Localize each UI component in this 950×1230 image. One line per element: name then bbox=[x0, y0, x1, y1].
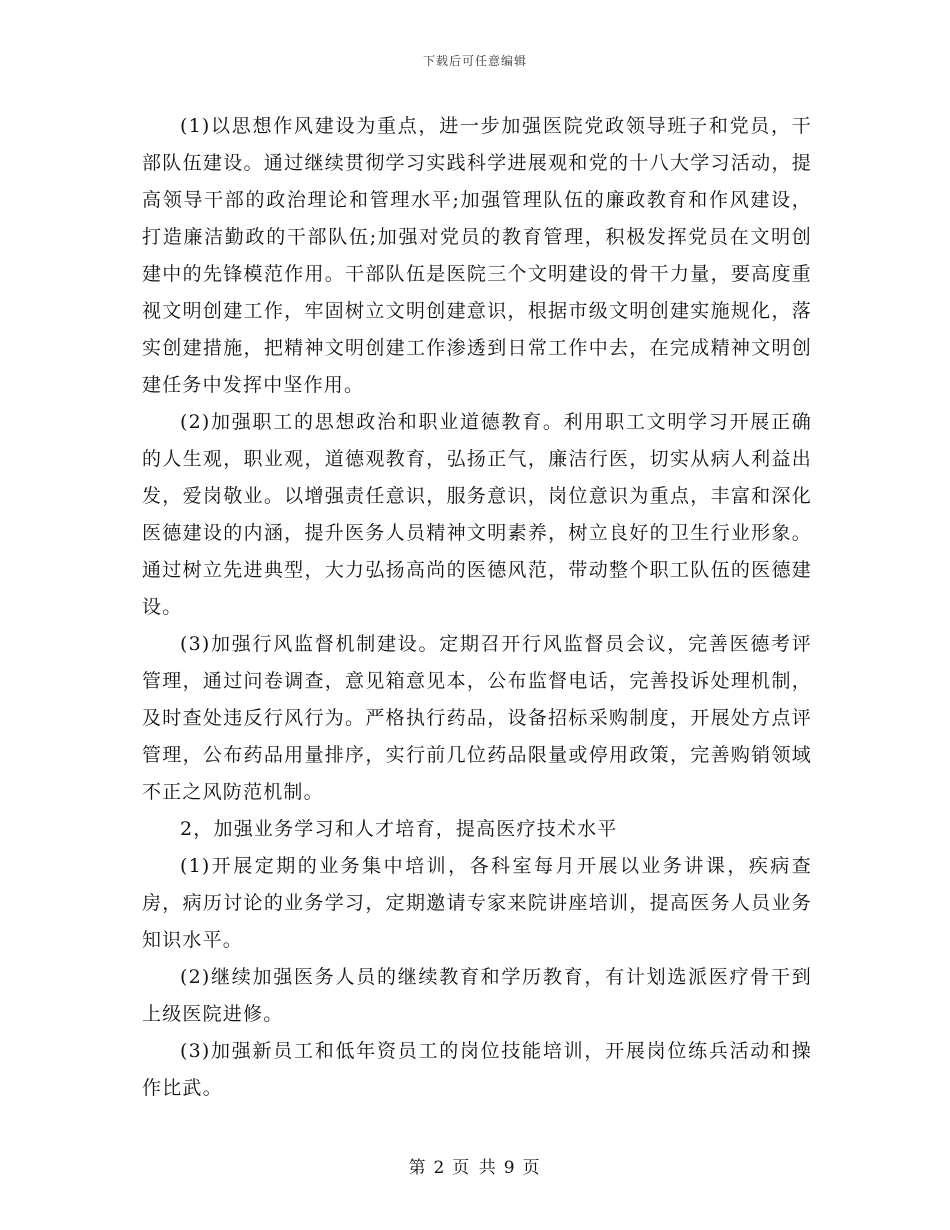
paragraph: (3)加强新员工和低年资员工的岗位技能培训，开展岗位练兵活动和操作比武。 bbox=[142, 1040, 812, 1099]
footer-prefix: 第 bbox=[408, 1158, 428, 1178]
footer-middle: 页 共 bbox=[452, 1158, 498, 1178]
paragraph: (1)以思想作风建设为重点，进一步加强医院党政领导班子和党员，干部队伍建设。通过继续贯彻学习实践科学进展观和党的十八大学习活动，提高领导干部的政治理论和管理水平;加强管理队伍的廉政教育和作风建设，打造廉洁勤政的干部队伍;加强对党员的教育管理，积极发挥党员在文明创建中的先锋模范作用。干部队伍是医院三个文明建设的骨干力量，要高度重视文明创建工作，牢固树立文明创建意识，根据市级文明创建实施规化，落实创建措施，把精神文明创建工作渗透到日常工作中去，在完成精神文明创建任务中发挥中坚作用。 bbox=[142, 115, 812, 396]
current-page-number: 2 bbox=[433, 1158, 447, 1178]
document-body bbox=[142, 108, 812, 1107]
total-pages-number: 9 bbox=[503, 1158, 517, 1178]
header-note: 下载后可任意编辑 bbox=[422, 54, 527, 68]
paragraph: (2)继续加强医务人员的继续教育和学历教育，有计划选派医疗骨干到上级医院进修。 bbox=[142, 966, 812, 1025]
page-number-footer bbox=[0, 1153, 950, 1178]
section-heading: 2，加强业务学习和人才培育，提高医疗技术水平 bbox=[180, 818, 618, 840]
paragraph: (3)加强行风监督机制建设。定期召开行风监督员会议，完善医德考评管理，通过问卷调查，意见箱意见本，公布监督电话，完善投诉处理机制，及时查处违反行风行为。严格执行药品，设备招标采购制度，开展处方点评管理，公布药品用量排序，实行前几位药品限量或停用政策，完善购销领域不正之风防范机制。 bbox=[142, 633, 812, 803]
footer-suffix: 页 bbox=[522, 1158, 542, 1178]
paragraph: (1)开展定期的业务集中培训，各科室每月开展以业务讲课，疾病查房，病历讨论的业务学习，定期邀请专家来院讲座培训，提高医务人员业务知识水平。 bbox=[142, 855, 812, 951]
paragraph: (2)加强职工的思想政治和职业道德教育。利用职工文明学习开展正确的人生观，职业观，道德观教育，弘扬正气，廉洁行医，切实从病人利益出发，爱岗敬业。以增强责任意识，服务意识，岗位意识为重点，丰富和深化医德建设的内涵，提升医务人员精神文明素养，树立良好的卫生行业形象。通过树立先进典型，大力弘扬高尚的医德风范，带动整个职工队伍的医德建设。 bbox=[142, 411, 812, 618]
